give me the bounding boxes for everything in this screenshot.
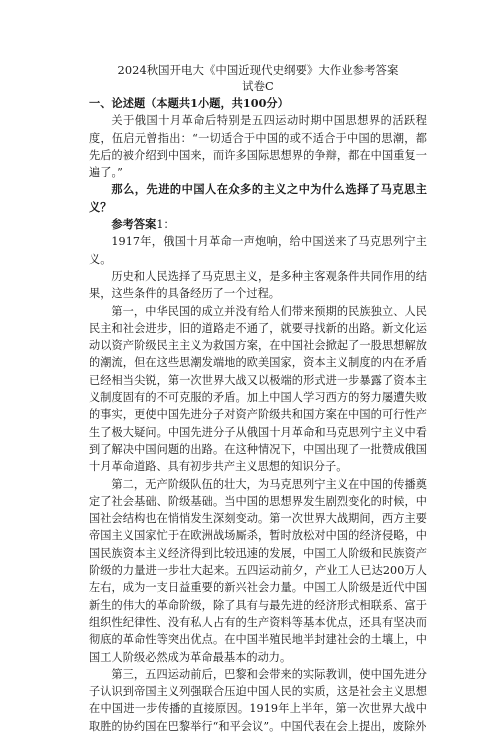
question-text: 那么，先进的中国人在众多的主义之中为什么选择了马克思主义？ — [89, 182, 427, 214]
answer-paragraph: 第一，中华民国的成立并没有给人们带来预期的民族独立、人民民主和社会进步，旧的道路走不通了，就要寻找新的出路。新文化运动以资产阶级民主主义为救国方案，在中国社会掀起了一股思想解放的潮流，但在这些思潮发端地的欧美国家，资本主义制度的内在矛盾已经相当尖锐，第一次世界大战又以极端的形式进一步暴露了资本主义制度固有的不可克服的矛盾。加上中国人学习西方的努力屡遭失败的事实，更使中国先进分子对资产阶级共和国方案在中国的可行性产生了极大疑问。中国先进分子从俄国十月革命和马克思列宁主义中看到了解决中国问题的出路。在这种情况下，中国出现了一批赞成俄国十月革命道路、具有初步共产主义思想的知识分子。 — [89, 304, 427, 474]
section-heading: 一、论述题（本题共1小题，共100分） — [89, 96, 289, 110]
document-page — [89, 62, 427, 735]
answer-paragraph: 1917年，俄国十月革命一声炮响，给中国送来了马克思列宁主义。 — [89, 235, 427, 266]
document-subtitle: 试卷C — [242, 79, 274, 93]
answer-paragraph: 历史和人民选择了马克思主义，是多种主客观条件共同作用的结果，这些条件的具备经历了一个过程。 — [89, 269, 427, 301]
answer-label — [89, 216, 427, 233]
answer-paragraph: 第二，无产阶级队伍的壮大，为马克思列宁主义在中国的传播奠定了社会基础、阶级基础。当中国的思想界发生剧烈变化的时候，中国社会结构也在悄悄发生深刻变动。第一次世界大战期间，西方主要帝国主义国家忙于在欧洲战场厮杀，暂时放松对中国的经济侵略，中国民族资本主义经济得到比较迅速的发展，中国工人阶级和民族资产阶级的力量进一步壮大起来。五四运动前夕，产业工人已达200万人左右，成为一支日益重要的新兴社会力量。中国工人阶级是近代中国新生的伟大的革命阶级，除了具有与最先进的经济形式相联系、富于组织性纪律性、没有私人占有的生产资料等基本优点，还具有坚决而彻底的革命性等突出优点。在中国半殖民地半封建社会的土壤上，中国工人阶级必然成为革命最基本的动力。 — [89, 477, 427, 664]
question-intro: 关于俄国十月革命后特别是五四运动时期中国思想界的活跃程度，伍启元曾指出：“一切适合于中国的或不适合于中国的思潮，都先后的被介绍到中国来，而许多国际思想界的争辩，都在中国重复一遍了。” — [89, 114, 427, 180]
document-title: 2024秋国开电大《中国近现代史纲要》大作业参考答案 — [117, 63, 399, 77]
answer-paragraph: 第三，五四运动前后，巴黎和会带来的实际教训，使中国先进分子认识到帝国主义列强联合压迫中国人民的实质，这是社会主义思想在中国进一步传播的直接原因。1919年上半年，第一次世界大战中取胜的协约国在巴黎举行“和平会议”。中国代表在会上提出，废除外 — [89, 667, 427, 733]
answer-label-suffix: 1： — [156, 218, 175, 232]
answer-label-text: 参考答案 — [111, 217, 157, 232]
